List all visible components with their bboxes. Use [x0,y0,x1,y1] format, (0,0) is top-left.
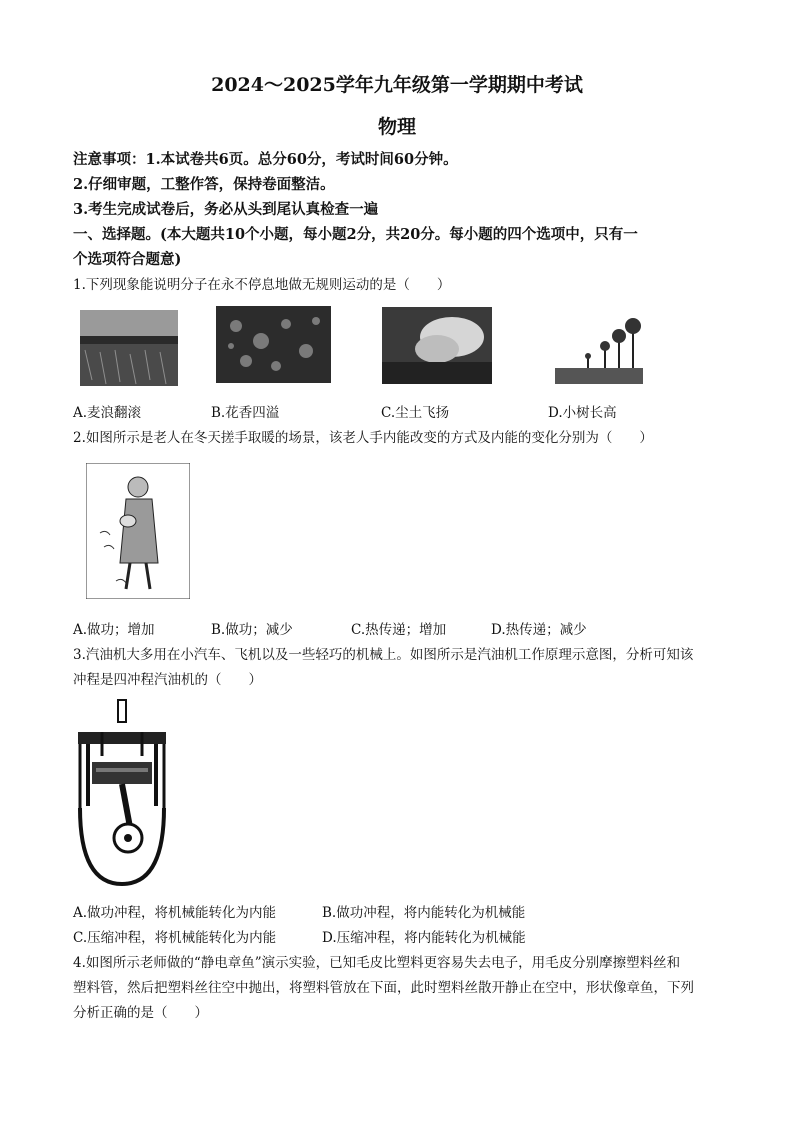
q2-option-c[interactable]: C.热传递；增加 [351,622,447,638]
notes-line-3: 3.考生完成试卷后，务必从头到尾认真检查一遍 [73,201,379,218]
q3-stem-line-2: 冲程是四冲程汽油机的（ ） [73,672,262,688]
notes-line-2: 2.仔细审题，工整作答，保持卷面整洁。 [73,176,335,193]
q1-option-a[interactable]: A.麦浪翻滚 [73,405,142,421]
q1-stem: 1.下列现象能说明分子在永不停息地做无规则运动的是（ ） [73,277,451,293]
dust-image [382,307,492,384]
q3-stem-line-1: 3.汽油机大多用在小汽车、飞机以及一些轻巧的机械上。如图所示是汽油机工作原理示意图，分析可知该 [73,647,694,663]
q3-option-c[interactable]: C.压缩冲程，将机械能转化为内能 [73,930,277,946]
old-man-image [86,463,190,599]
q3-option-d[interactable]: D.压缩冲程，将内能转化为机械能 [322,930,526,946]
subject-title: 物理 [377,116,416,138]
q4-stem-line-1: 4.如图所示老师做的“静电章鱼”演示实验，已知毛皮比塑料更容易失去电子，用毛皮分别摩擦塑料丝和 [73,955,681,971]
q1-option-c[interactable]: C.尘土飞扬 [381,405,450,421]
q3-option-a[interactable]: A.做功冲程，将机械能转化为内能 [73,905,277,921]
q3-option-b[interactable]: B.做功冲程，将内能转化为机械能 [322,905,526,921]
notes-line-1: 注意事项：1.本试卷共6页。总分60分，考试时间60分钟。 [73,151,458,168]
wheat-field-image [80,310,178,386]
section-heading-line-1: 一、选择题。(本大题共10个小题，每小题2分，共20分。每小题的四个选项中，只有一 [73,226,638,243]
section-heading-line-2: 个选项符合题意) [73,251,182,268]
q2-stem: 2.如图所示是老人在冬天搓手取暖的场景，该老人手内能改变的方式及内能的变化分别为（ ） [73,430,653,446]
q4-stem-line-3: 分析正确的是（ ） [73,1005,208,1021]
tree-growth-image [553,314,645,388]
engine-diagram [74,698,170,886]
q2-option-a[interactable]: A.做功；增加 [73,622,155,638]
q2-option-b[interactable]: B.做功；减少 [211,622,293,638]
q1-option-b[interactable]: B.花香四溢 [211,405,280,421]
flower-image [216,306,331,383]
q1-option-d[interactable]: D.小树长高 [548,405,617,421]
q2-option-d[interactable]: D.热传递；减少 [491,622,587,638]
q4-stem-line-2: 塑料管，然后把塑料丝往空中抛出，将塑料管放在下面，此时塑料丝散开静止在空中，形状像章鱼，下列 [73,980,694,996]
exam-title: 2024～2025学年九年级第一学期期中考试 [211,74,583,96]
